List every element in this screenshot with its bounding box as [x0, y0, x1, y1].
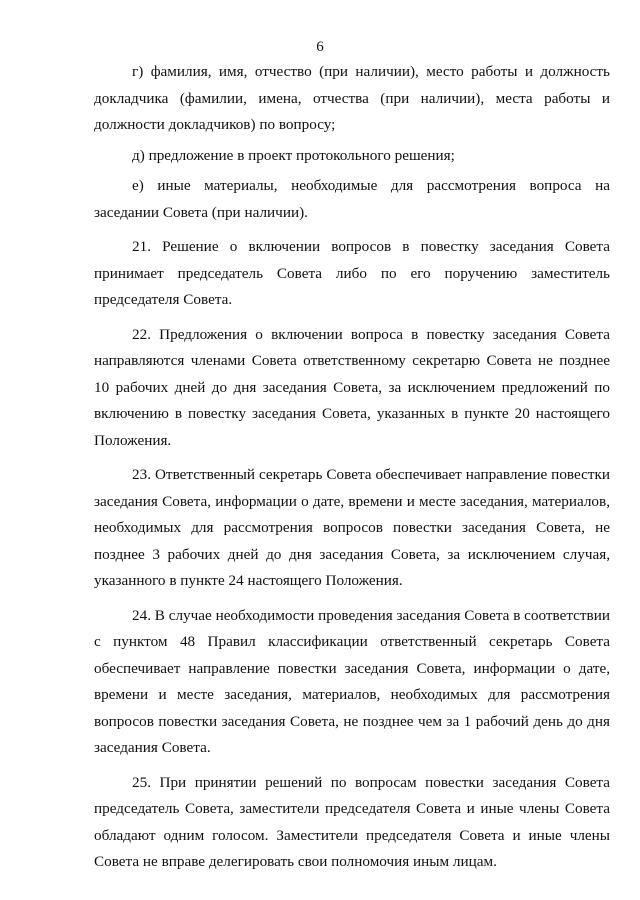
paragraph-clause-25: 25. При принятии решений по вопросам повестки заседания Совета председатель Совета, заместители председателя Совета и иные члены Совета обладают одним голосом. Заместители председателя Совета и иные члены Совета не вправе делегировать свои полномочия иным лицам. [94, 773, 610, 870]
paragraph-clause-21: 21. Решение о включении вопросов в повестку заседания Совета принимает председатель Совета либо по его поручению заместитель председателя Совета. [94, 238, 610, 308]
document-body [94, 59, 610, 880]
paragraph-clause-22: 22. Предложения о включении вопроса в повестку заседания Совета направляются членами Совета ответственному секретарю Совета не позднее 10 рабочих дней до дня заседания Совета, за исключением предложений по включению в повестку заседания Совета, указанных в пункте 20 настоящего Положения. [94, 325, 610, 449]
paragraph-item-d: д) предложение в проект протокольного решения; [132, 146, 455, 164]
paragraph-clause-24: 24. В случае необходимости проведения заседания Совета в соответствии с пунктом 48 Правил классификации ответственный секретарь Совета обеспечивает направление повестки заседания Совета, информации о дате, времени и месте заседания, материалов, необходимых для рассмотрения вопросов повестки заседания Совета, не позднее чем за 1 рабочий день до дня заседания Совета. [94, 606, 610, 756]
paragraph-item-g: г) фамилия, имя, отчество (при наличии), место работы и должность докладчика (фамилии, имена, отчества (при наличии), места работы и должности докладчиков) по вопросу; [94, 63, 610, 133]
paragraph-clause-23: 23. Ответственный секретарь Совета обеспечивает направление повестки заседания Совета, информации о дате, времени и месте заседания, материалов, необходимых для рассмотрения вопросов повестки заседания Совета, не позднее 3 рабочих дней до дня заседания Совета, за исключением случая, указанного в пункте 24 настоящего Положения. [94, 466, 610, 589]
paragraph-item-e: е) иные материалы, необходимые для рассмотрения вопроса на заседании Совета (при наличии). [94, 177, 610, 221]
page-number: 6 [316, 39, 324, 55]
